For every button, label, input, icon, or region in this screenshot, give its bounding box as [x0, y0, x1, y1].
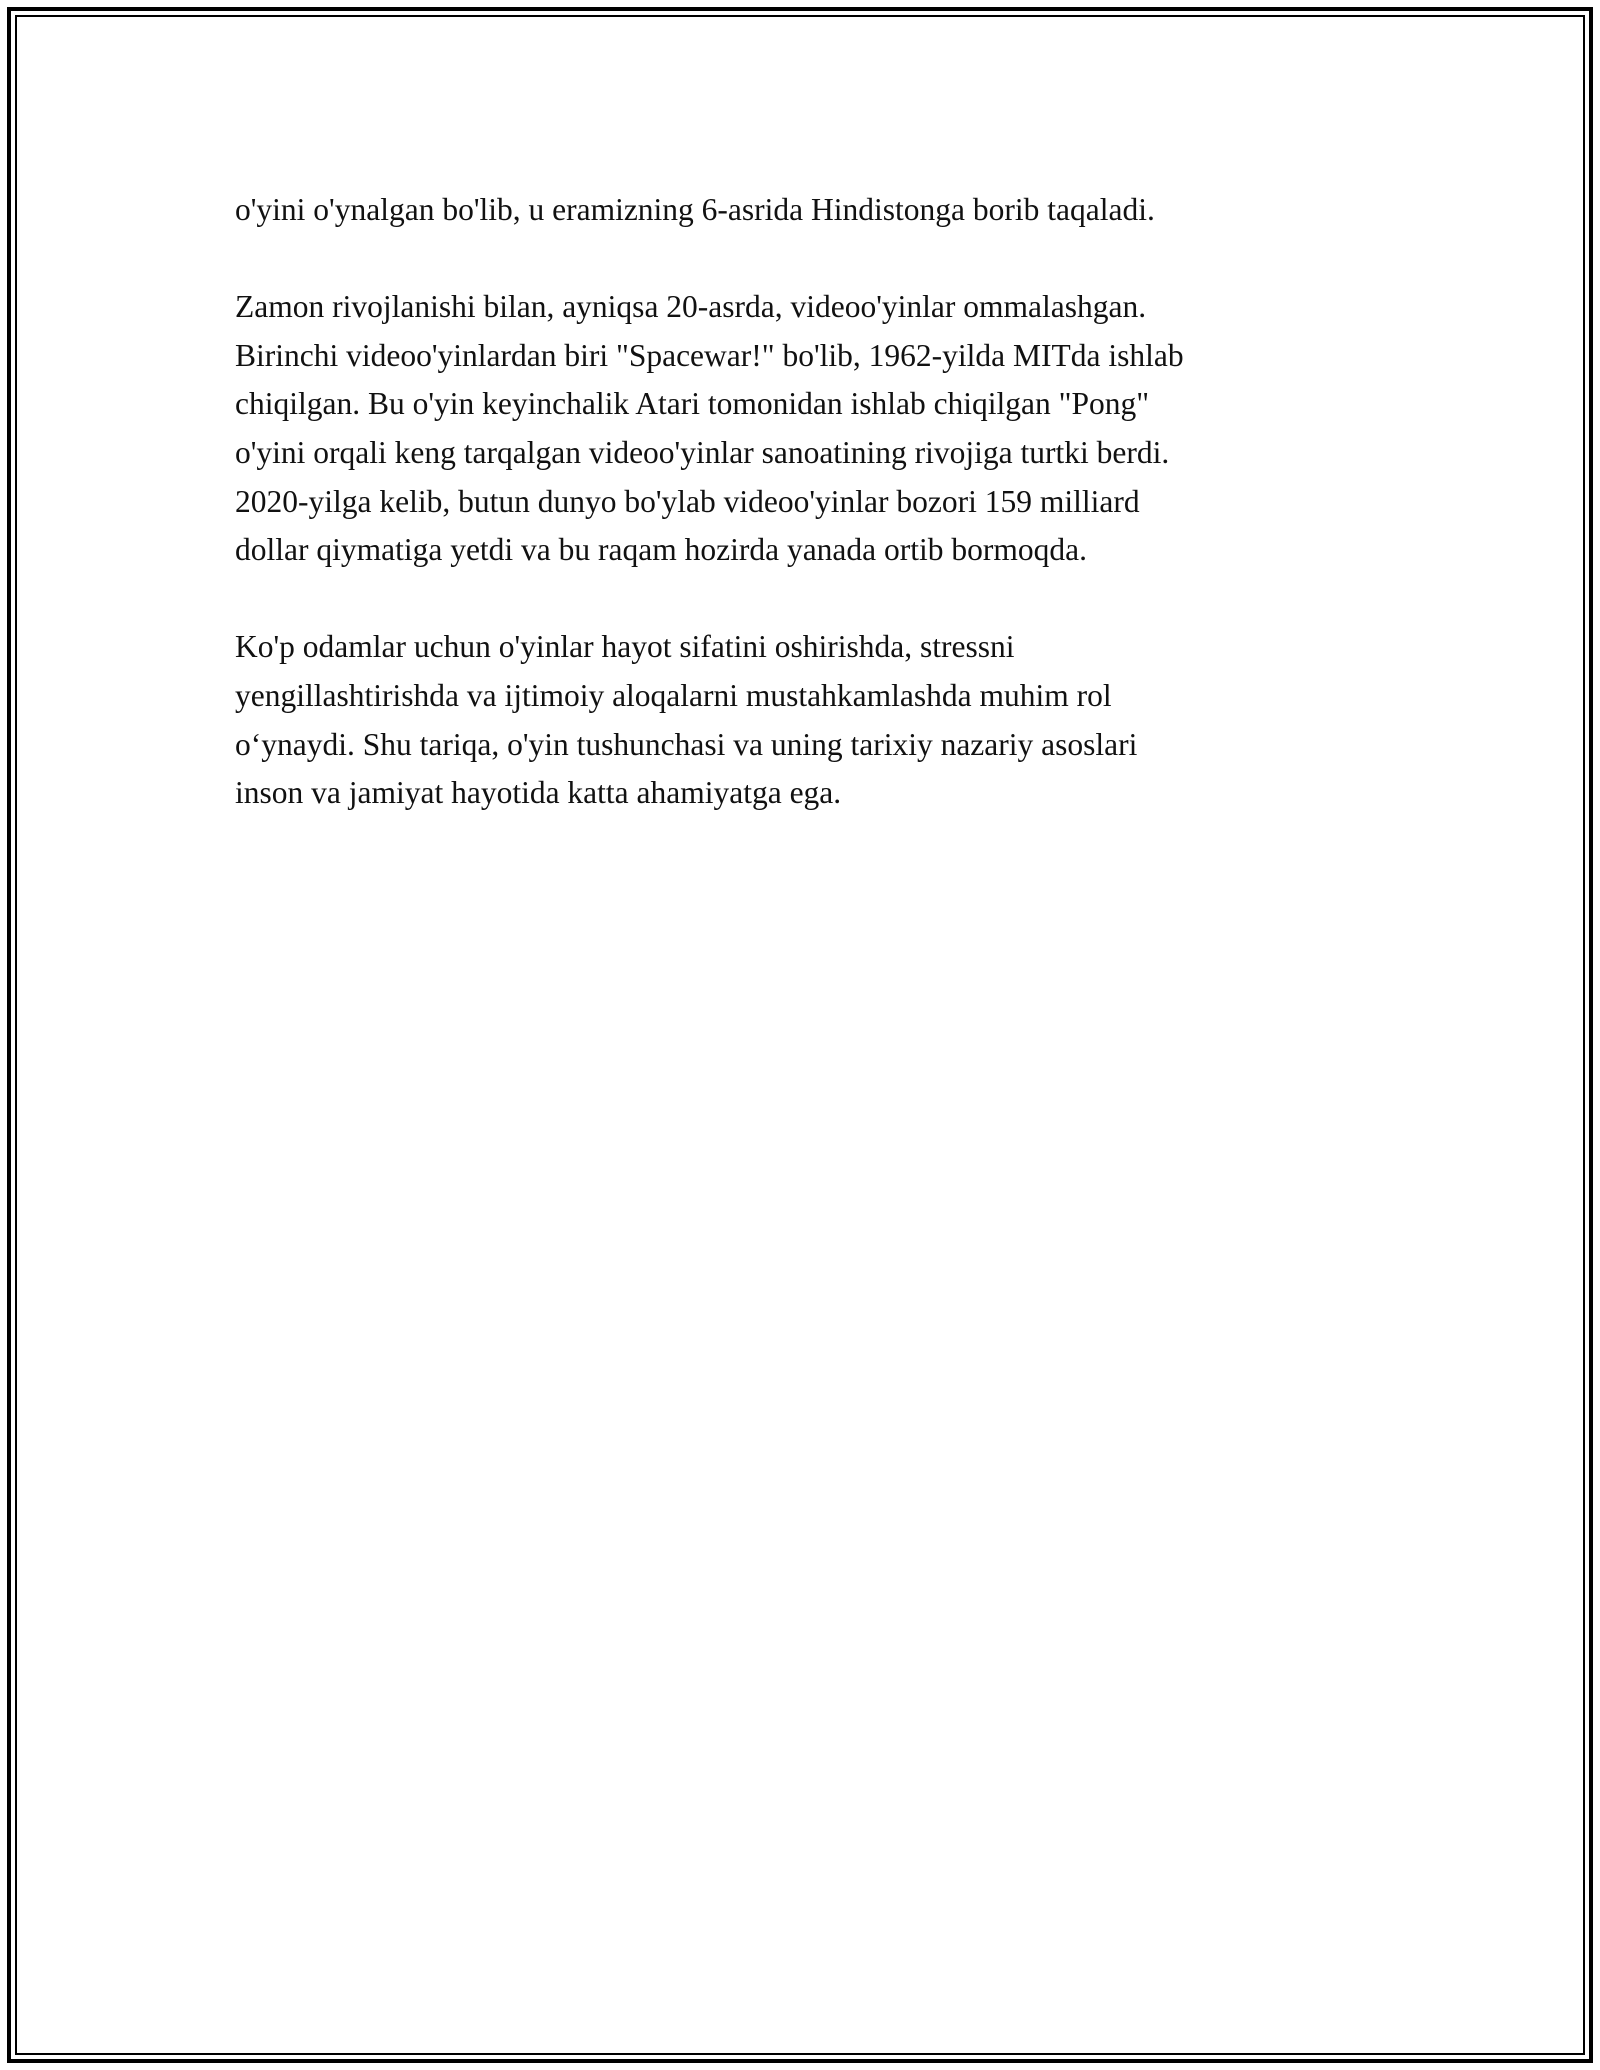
text-line: o'yini orqali keng tarqalgan videoo'yinlar sanoatining rivojiga turtki berdi.: [235, 434, 1170, 470]
text-line: yengillashtirishda va ijtimoiy aloqalarni mustahkamlashda muhim rol: [235, 677, 1112, 713]
text-line: Birinchi videoo'yinlardan biri "Spacewar!" bo'lib, 1962-yilda MITda ishlab: [235, 337, 1184, 373]
paragraph-1: [235, 186, 1365, 235]
paragraph-3: [235, 623, 1365, 817]
text-line: Zamon rivojlanishi bilan, ayniqsa 20-asrda, videoo'yinlar ommalashgan.: [235, 289, 1147, 325]
text-line: chiqilgan. Bu o'yin keyinchalik Atari tomonidan ishlab chiqilgan "Pong": [235, 386, 1150, 422]
paragraph-2: [235, 283, 1365, 575]
text-line: 2020-yilga kelib, butun dunyo bo'ylab videoo'yinlar bozori 159 milliard: [235, 483, 1140, 519]
text-line: dollar qiymatiga yetdi va bu raqam hozirda yanada ortib bormoqda.: [235, 532, 1087, 568]
text-line: Ko'p odamlar uchun o'yinlar hayot sifatini oshirishda, stressni: [235, 629, 1015, 665]
text-line: o‘ynaydi. Shu tariqa, o'yin tushunchasi va uning tarixiy nazariy asoslari: [235, 726, 1138, 762]
text-line: o'yini o'ynalgan bo'lib, u eramizning 6-asrida Hindistonga borib taqaladi.: [235, 192, 1155, 227]
text-line: inson va jamiyat hayotida katta ahamiyatga ega.: [235, 775, 842, 811]
document-body: [235, 186, 1365, 866]
